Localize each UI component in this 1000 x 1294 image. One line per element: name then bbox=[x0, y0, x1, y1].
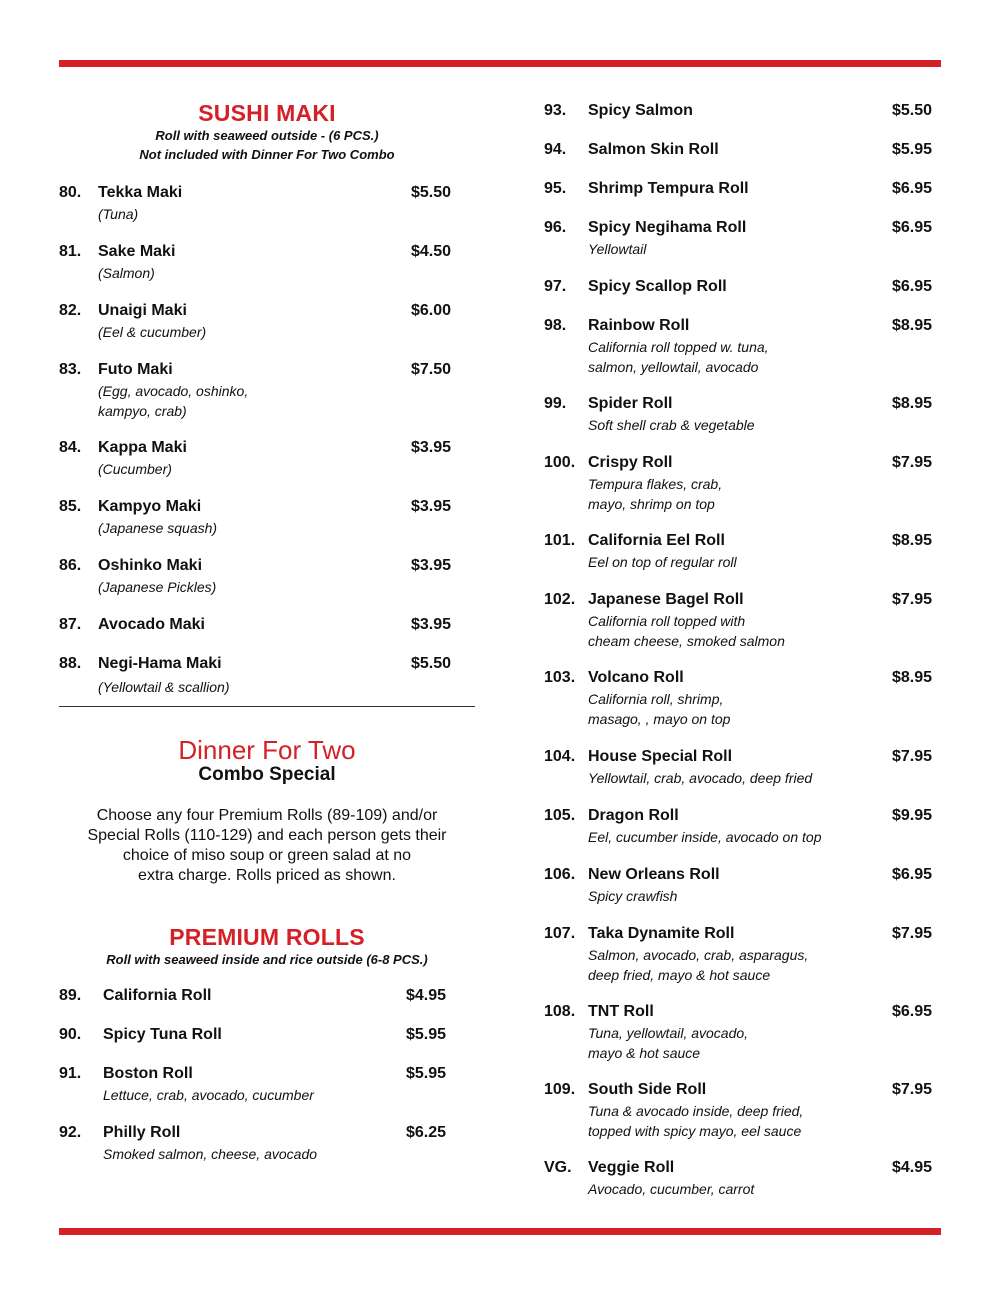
item-price: $5.50 bbox=[411, 655, 452, 672]
menu-item bbox=[59, 556, 475, 615]
menu-item bbox=[59, 242, 475, 301]
item-number: 101. bbox=[544, 532, 576, 549]
item-number: 87. bbox=[59, 616, 82, 633]
menu-item bbox=[544, 101, 941, 140]
item-description: Tuna & avocado inside, deep fried, topped with spicy mayo, eel sauce bbox=[588, 1103, 804, 1139]
menu-item bbox=[59, 183, 475, 242]
item-description: (Salmon) bbox=[98, 265, 155, 281]
menu-item bbox=[59, 654, 475, 714]
item-name: South Side Roll bbox=[588, 1081, 707, 1098]
menu-item bbox=[544, 179, 941, 218]
menu-item bbox=[544, 218, 941, 277]
sushi-maki-title: SUSHI MAKI bbox=[198, 100, 336, 126]
item-description: (Japanese Pickles) bbox=[98, 579, 217, 595]
item-price: $3.95 bbox=[411, 557, 452, 574]
item-number: 81. bbox=[59, 243, 82, 260]
menu-item bbox=[544, 865, 941, 924]
item-price: $5.50 bbox=[411, 184, 452, 201]
item-price: $4.95 bbox=[406, 987, 447, 1004]
item-price: $5.95 bbox=[406, 1065, 447, 1082]
item-description: Soft shell crab & vegetable bbox=[588, 417, 755, 433]
sushi-maki-subtitle-1: Roll with seaweed outside - (6 PCS.) bbox=[155, 128, 379, 143]
item-number: 88. bbox=[59, 655, 82, 672]
item-name: Avocado Maki bbox=[98, 616, 205, 633]
item-name: New Orleans Roll bbox=[588, 866, 720, 883]
item-price: $7.95 bbox=[892, 748, 933, 765]
item-name: Rainbow Roll bbox=[588, 317, 690, 334]
right-column bbox=[544, 101, 941, 1202]
dinner-for-two-text: Choose any four Premium Rolls (89-109) and/or Special Rolls (110-129) and each person gets their choice of miso soup or green salad at no extra charge. Rolls priced as shown. bbox=[87, 807, 447, 884]
item-price: $8.95 bbox=[892, 317, 933, 334]
item-price: $5.50 bbox=[892, 102, 933, 119]
premium-rolls-subtitle: Roll with seaweed inside and rice outside (6-8 PCS.) bbox=[106, 952, 428, 967]
item-description: Tuna, yellowtail, avocado, mayo & hot sauce bbox=[588, 1025, 749, 1061]
premium-rolls-list bbox=[59, 986, 475, 1167]
item-price: $3.95 bbox=[411, 616, 452, 633]
item-price: $6.95 bbox=[892, 180, 933, 197]
menu-item bbox=[544, 806, 941, 865]
item-price: $3.95 bbox=[411, 439, 452, 456]
item-name: TNT Roll bbox=[588, 1003, 654, 1020]
item-number: 92. bbox=[59, 1124, 82, 1141]
item-name: Shrimp Tempura Roll bbox=[588, 180, 749, 197]
item-price: $8.95 bbox=[892, 669, 933, 686]
item-number: 80. bbox=[59, 184, 82, 201]
item-name: California Eel Roll bbox=[588, 532, 725, 549]
item-price: $6.25 bbox=[406, 1124, 447, 1141]
dinner-for-two-title: Dinner For Two bbox=[178, 735, 356, 765]
item-number: 83. bbox=[59, 361, 82, 378]
item-description: Lettuce, crab, avocado, cucumber bbox=[103, 1087, 314, 1103]
item-price: $4.50 bbox=[411, 243, 452, 260]
item-name: Taka Dynamite Roll bbox=[588, 925, 735, 942]
menu-item bbox=[544, 277, 941, 316]
item-name: Spicy Tuna Roll bbox=[103, 1026, 222, 1043]
item-name: Kampyo Maki bbox=[98, 498, 202, 515]
item-name: Sake Maki bbox=[98, 243, 176, 260]
item-name: Negi-Hama Maki bbox=[98, 655, 222, 672]
item-price: $6.00 bbox=[411, 302, 452, 319]
item-description: (Japanese squash) bbox=[98, 520, 218, 536]
item-description: (Egg, avocado, oshinko, kampyo, crab) bbox=[98, 383, 249, 419]
item-description: Tempura flakes, crab, mayo, shrimp on top bbox=[588, 476, 723, 512]
item-price: $5.95 bbox=[406, 1026, 447, 1043]
item-name: Kappa Maki bbox=[98, 439, 187, 456]
item-name: Salmon Skin Roll bbox=[588, 141, 719, 158]
menu-item bbox=[544, 1080, 941, 1158]
menu-item bbox=[544, 1158, 941, 1202]
item-name: Veggie Roll bbox=[588, 1159, 675, 1176]
item-number: 104. bbox=[544, 748, 576, 765]
item-number: 91. bbox=[59, 1065, 82, 1082]
item-name: Tekka Maki bbox=[98, 184, 183, 201]
item-price: $9.95 bbox=[892, 807, 933, 824]
item-number: 102. bbox=[544, 591, 576, 608]
item-price: $3.95 bbox=[411, 498, 452, 515]
item-number: 85. bbox=[59, 498, 82, 515]
item-price: $6.95 bbox=[892, 278, 933, 295]
item-number: 108. bbox=[544, 1003, 576, 1020]
item-number: 84. bbox=[59, 439, 82, 456]
item-name: Philly Roll bbox=[103, 1124, 181, 1141]
item-number: 89. bbox=[59, 987, 82, 1004]
item-number: 96. bbox=[544, 219, 567, 236]
item-description: California roll topped with cheam cheese, smoked salmon bbox=[588, 613, 785, 649]
left-column bbox=[59, 100, 475, 1167]
item-description: (Tuna) bbox=[98, 206, 139, 222]
menu-item bbox=[59, 615, 475, 654]
item-number: 90. bbox=[59, 1026, 82, 1043]
menu-item bbox=[544, 747, 941, 806]
item-price: $7.50 bbox=[411, 361, 452, 378]
item-number: 100. bbox=[544, 454, 576, 471]
item-number: 93. bbox=[544, 102, 567, 119]
item-description: Avocado, cucumber, carrot bbox=[588, 1181, 755, 1197]
item-number: 109. bbox=[544, 1081, 576, 1098]
dinner-for-two-subtitle: Combo Special bbox=[198, 764, 336, 785]
menu-item bbox=[59, 438, 475, 497]
item-name: Boston Roll bbox=[103, 1065, 193, 1082]
menu-item bbox=[544, 668, 941, 747]
item-number: 95. bbox=[544, 180, 567, 197]
item-name: Oshinko Maki bbox=[98, 557, 203, 574]
top-red-rule bbox=[59, 60, 941, 67]
item-name: California Roll bbox=[103, 987, 212, 1004]
item-price: $8.95 bbox=[892, 532, 933, 549]
item-description: Yellowtail bbox=[588, 241, 647, 257]
item-price: $5.95 bbox=[892, 141, 933, 158]
item-description: California roll topped w. tuna, salmon, yellowtail, avocado bbox=[588, 339, 769, 375]
premium-rolls-title: PREMIUM ROLLS bbox=[169, 924, 365, 950]
dinner-for-two bbox=[59, 736, 475, 886]
sushi-maki-list bbox=[59, 183, 475, 714]
item-description: (Yellowtail & scallion) bbox=[98, 679, 230, 695]
menu-item bbox=[544, 453, 941, 531]
item-number: 97. bbox=[544, 278, 567, 295]
item-number: 106. bbox=[544, 866, 576, 883]
item-name: Spicy Salmon bbox=[588, 102, 693, 119]
item-name: Spider Roll bbox=[588, 395, 673, 412]
item-description: (Eel & cucumber) bbox=[98, 324, 207, 340]
item-price: $6.95 bbox=[892, 866, 933, 883]
item-price: $6.95 bbox=[892, 219, 933, 236]
item-number: 107. bbox=[544, 925, 576, 942]
item-description: Eel on top of regular roll bbox=[588, 554, 737, 570]
item-name: Dragon Roll bbox=[588, 807, 679, 824]
item-name: Futo Maki bbox=[98, 361, 173, 378]
menu-item bbox=[544, 1002, 941, 1080]
item-number: VG. bbox=[544, 1159, 572, 1176]
premium-rolls-header bbox=[59, 924, 475, 969]
item-price: $7.95 bbox=[892, 1081, 933, 1098]
item-name: House Special Roll bbox=[588, 748, 733, 765]
sushi-maki-subtitle-2: Not included with Dinner For Two Combo bbox=[139, 147, 395, 162]
item-name: Unaigi Maki bbox=[98, 302, 187, 319]
item-description: Smoked salmon, cheese, avocado bbox=[103, 1146, 318, 1162]
item-price: $7.95 bbox=[892, 925, 933, 942]
menu-item bbox=[544, 924, 941, 1002]
item-price: $8.95 bbox=[892, 395, 933, 412]
menu-item bbox=[544, 140, 941, 179]
item-price: $7.95 bbox=[892, 454, 933, 471]
item-description: California roll, shrimp, masago, , mayo on top bbox=[588, 691, 731, 727]
item-number: 105. bbox=[544, 807, 576, 824]
item-number: 99. bbox=[544, 395, 567, 412]
menu-item bbox=[544, 531, 941, 590]
menu-item bbox=[59, 1064, 475, 1123]
menu-item bbox=[59, 497, 475, 556]
item-name: Volcano Roll bbox=[588, 669, 684, 686]
item-price: $4.95 bbox=[892, 1159, 933, 1176]
item-price: $7.95 bbox=[892, 591, 933, 608]
item-description: Eel, cucumber inside, avocado on top bbox=[588, 829, 822, 845]
item-number: 94. bbox=[544, 141, 567, 158]
item-name: Crispy Roll bbox=[588, 454, 673, 471]
item-description: (Cucumber) bbox=[98, 461, 172, 477]
menu-item bbox=[59, 1123, 475, 1167]
menu-item bbox=[544, 590, 941, 668]
item-price: $6.95 bbox=[892, 1003, 933, 1020]
bottom-red-rule bbox=[59, 1228, 941, 1235]
item-description: Spicy crawfish bbox=[588, 888, 678, 904]
menu-item bbox=[544, 316, 941, 394]
menu-item bbox=[59, 1025, 475, 1064]
item-name: Japanese Bagel Roll bbox=[588, 591, 744, 608]
menu-item bbox=[59, 986, 475, 1025]
menu-item bbox=[59, 301, 475, 360]
item-name: Spicy Scallop Roll bbox=[588, 278, 727, 295]
item-number: 98. bbox=[544, 317, 567, 334]
item-description: Yellowtail, crab, avocado, deep fried bbox=[588, 770, 813, 786]
item-number: 82. bbox=[59, 302, 82, 319]
item-description: Salmon, avocado, crab, asparagus, deep fried, mayo & hot sauce bbox=[588, 947, 809, 983]
menu-item bbox=[544, 394, 941, 453]
item-number: 103. bbox=[544, 669, 576, 686]
menu-item bbox=[59, 360, 475, 438]
item-number: 86. bbox=[59, 557, 82, 574]
item-name: Spicy Negihama Roll bbox=[588, 219, 747, 236]
